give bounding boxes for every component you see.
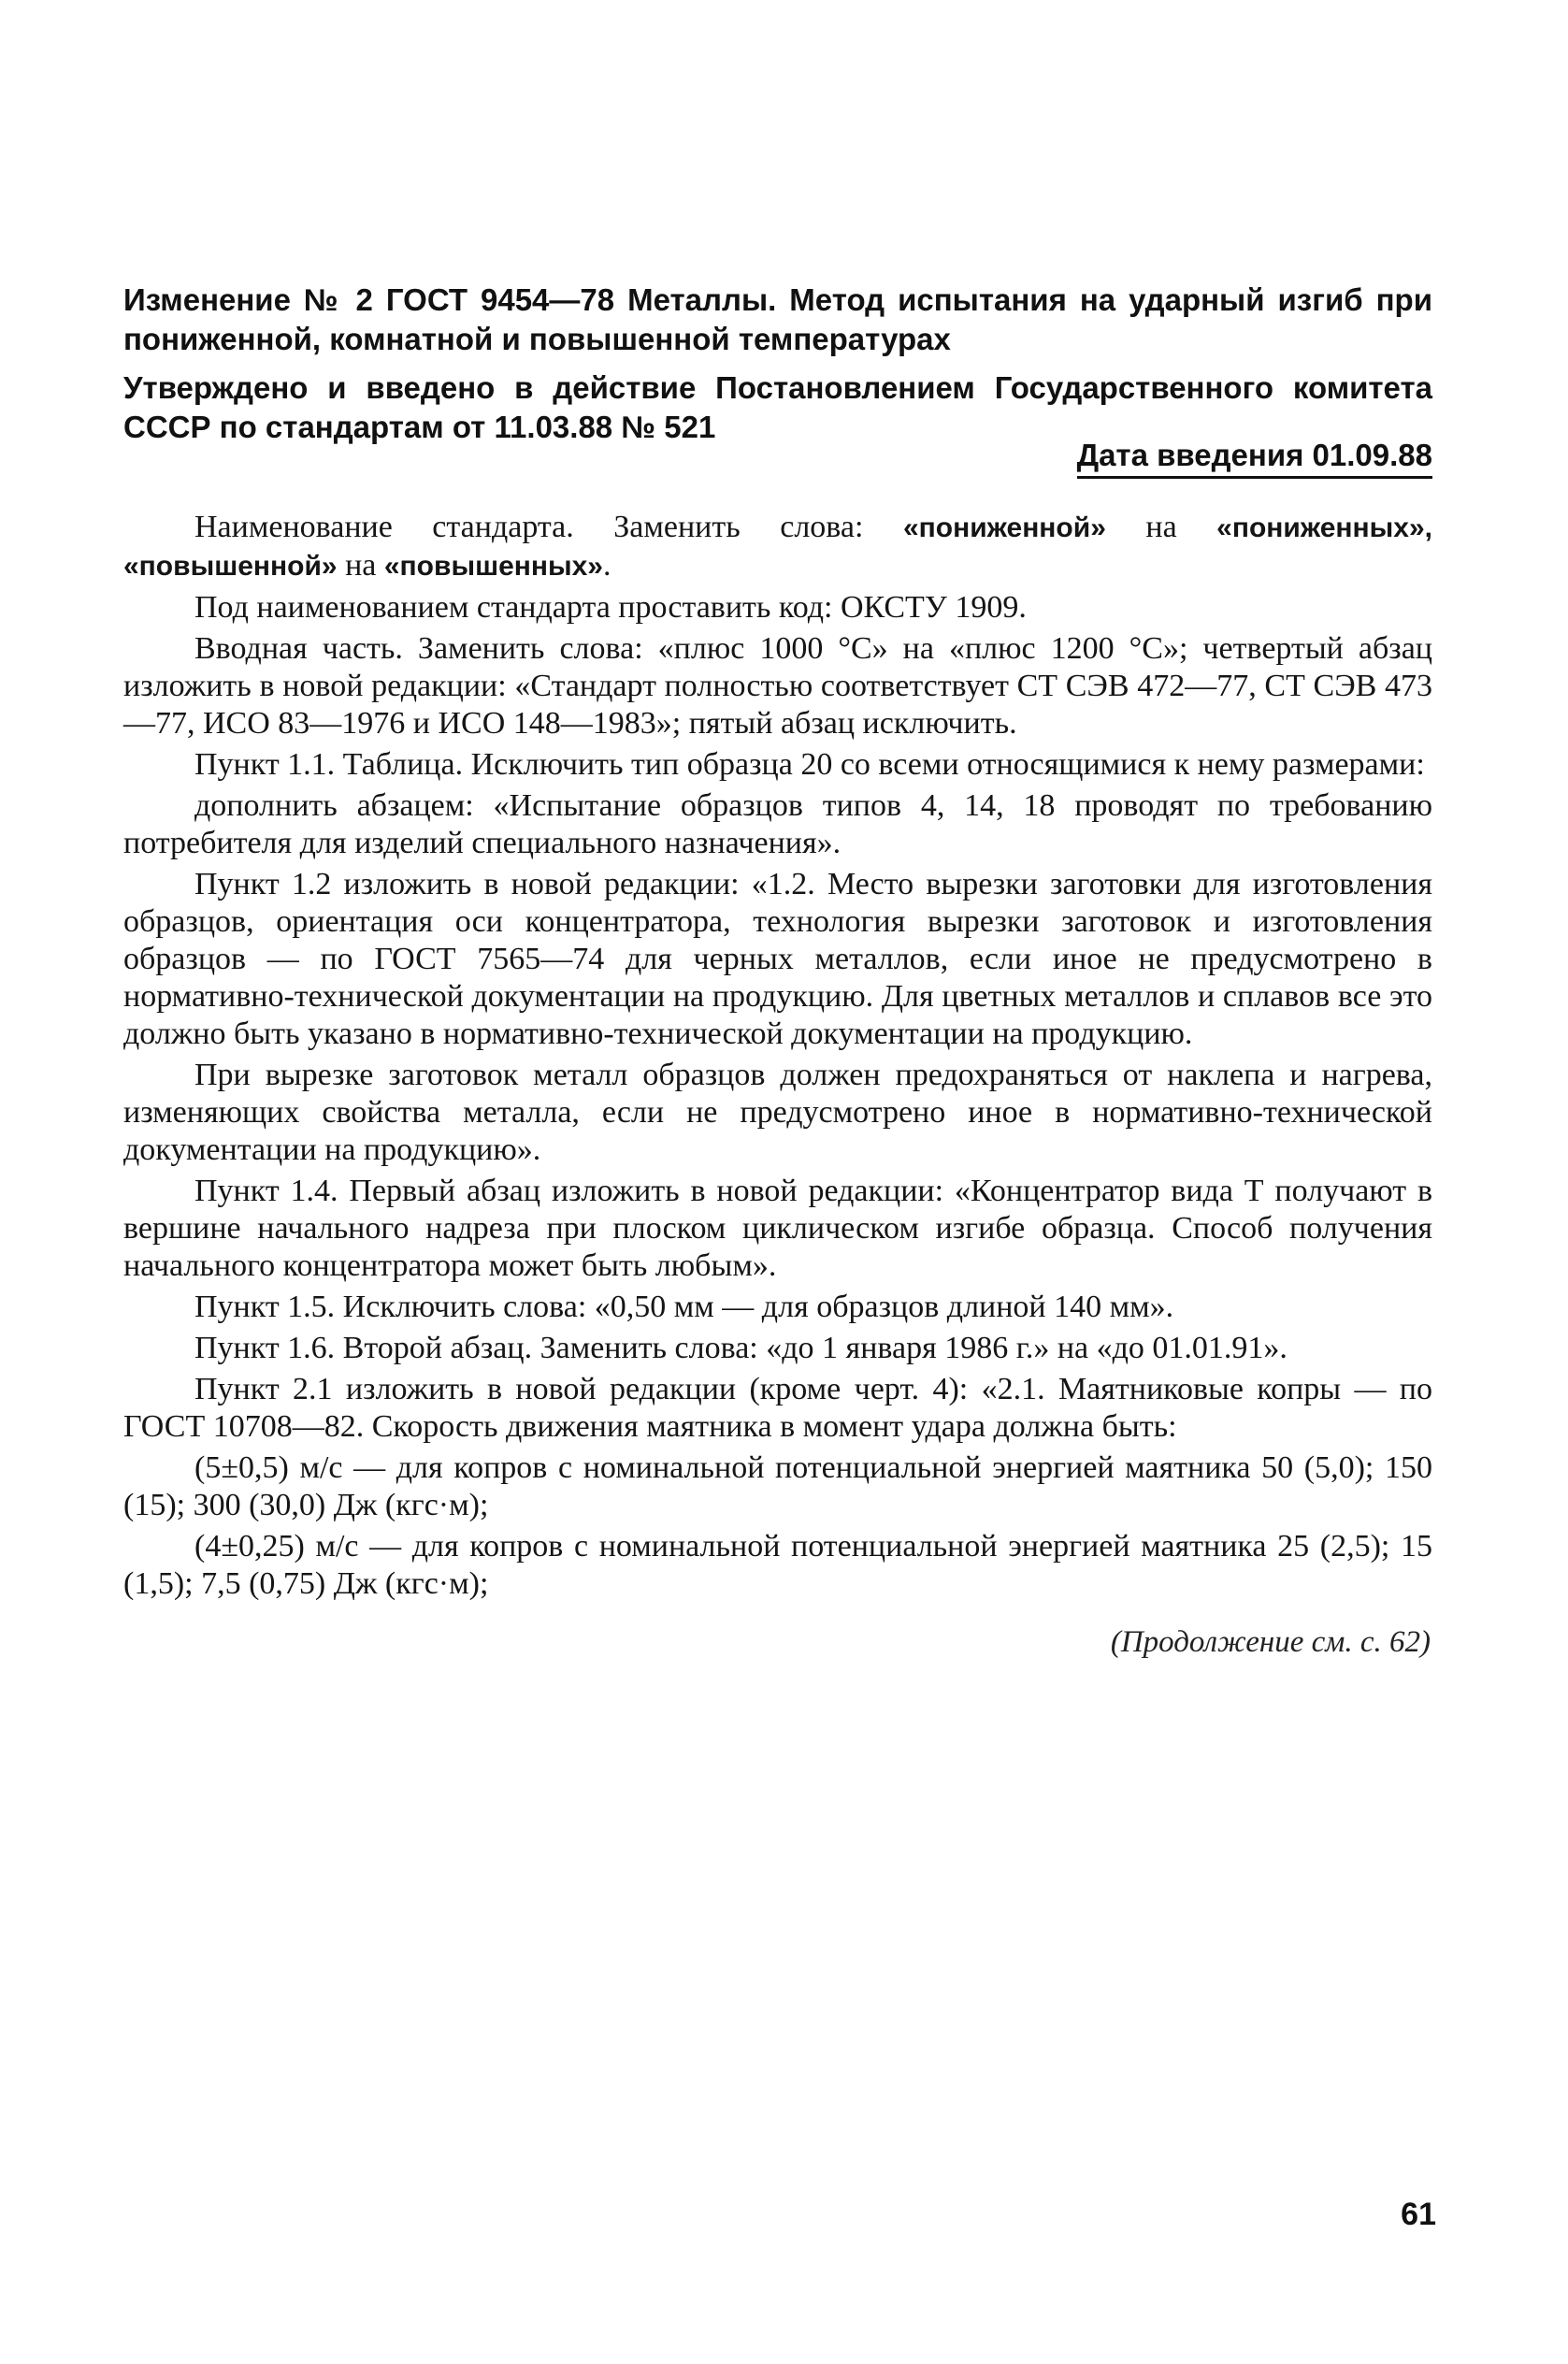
paragraph-speed-1: (5±0,5) м/с — для копров с номинальной потенциальной энергией маятника 50 (5,0); 150 (15); 300 (30,0) Дж (кгс·м); [123,1450,1432,1522]
bold-phrase: «пониженной» [902,512,1106,543]
bold-phrase: «пониженных», [1216,512,1432,543]
document-header [123,281,1432,447]
bold-phrase: «повышенных» [383,551,603,582]
effective-date: Дата введения 01.09.88 [1077,438,1432,479]
paragraph-cutting: При вырезке заготовок металл образцов должен предохраняться от наклепа и нагрева, изменяющих свойства металла, если не предусмотрено иное в нормативно-технической документации на продукцию». [123,1058,1432,1167]
paragraph-text: Наименование стандарта. Заменить слова: [194,510,903,544]
amendment-title: Изменение № 2 ГОСТ 9454—78 Металлы. Метод испытания на ударный изгиб при пониженной, комнатной и повышенной температурах [123,282,1432,356]
continuation-note: (Продолжение см. с. 62) [1110,1625,1431,1659]
page-number: 61 [1401,2197,1436,2232]
paragraph-text: на [1105,510,1217,544]
bold-phrase: «повышенной» [123,551,338,582]
paragraph-clause-1-5: Пункт 1.5. Исключить слова: «0,50 мм — для образцов длиной 140 мм». [194,1290,1174,1324]
effective-date-line [123,436,1432,475]
paragraph-introduction: Вводная часть. Заменить слова: «плюс 1000 °С» на «плюс 1200 °С»; четвертый абзац изложить в новой редакции: «Стандарт полностью соответствует СТ СЭВ 472—77, СТ СЭВ 473—77, ИСО 83—1976 и ИСО 148—1983»; пятый абзац исключить. [123,631,1432,741]
paragraph-text: . [603,548,611,583]
paragraph-addition: дополнить абзацем: «Испытание образцов типов 4, 14, 18 проводят по требованию потребителя для изделий специального назначения». [123,788,1432,860]
header-spacer [123,359,1432,368]
paragraph-clause-1-1: Пункт 1.1. Таблица. Исключить тип образца 20 со всеми относящимися к нему размерами: [194,747,1425,782]
paragraph-code: Под наименованием стандарта проставить код: ОКСТУ 1909. [194,590,1027,625]
paragraph-speed-2: (4±0,25) м/с — для копров с номинальной потенциальной энергией маятника 25 (2,5); 15 (1,5); 7,5 (0,75) Дж (кгс·м); [123,1529,1432,1601]
paragraph-clause-1-2: Пункт 1.2 изложить в новой редакции: «1.2. Место вырезки заготовки для изготовления образцов, ориентация оси концентратора, технология вырезки заготовок и изготовления образцов — по ГОСТ 7565—74 для черных металлов, если иное не предусмотрено в нормативно-технической документации на продукцию. Для цветных металлов и сплавов все это должно быть указано в нормативно-технической документации на продукцию. [123,867,1432,1051]
paragraph-text: на [337,548,384,583]
paragraph-standard-name [123,509,1432,585]
paragraph-clause-1-6: Пункт 1.6. Второй абзац. Заменить слова: «до 1 января 1986 г.» на «до 01.01.91». [194,1331,1287,1365]
approval-statement: Утверждено и введено в действие Постановлением Государственного комитета СССР по стандартам от 11.03.88 № 521 [123,370,1432,444]
paragraph-clause-1-4: Пункт 1.4. Первый абзац изложить в новой редакции: «Концентратор вида Т получают в вершине начального надреза при плоском циклическом изгибе образца. Способ получения начального концентратора может быть любым». [123,1174,1432,1283]
paragraph-clause-2-1: Пункт 2.1 изложить в новой редакции (кроме черт. 4): «2.1. Маятниковые копры — по ГОСТ 10708—82. Скорость движения маятника в момент удара должна быть: [123,1372,1432,1444]
document-body [123,509,1432,1607]
